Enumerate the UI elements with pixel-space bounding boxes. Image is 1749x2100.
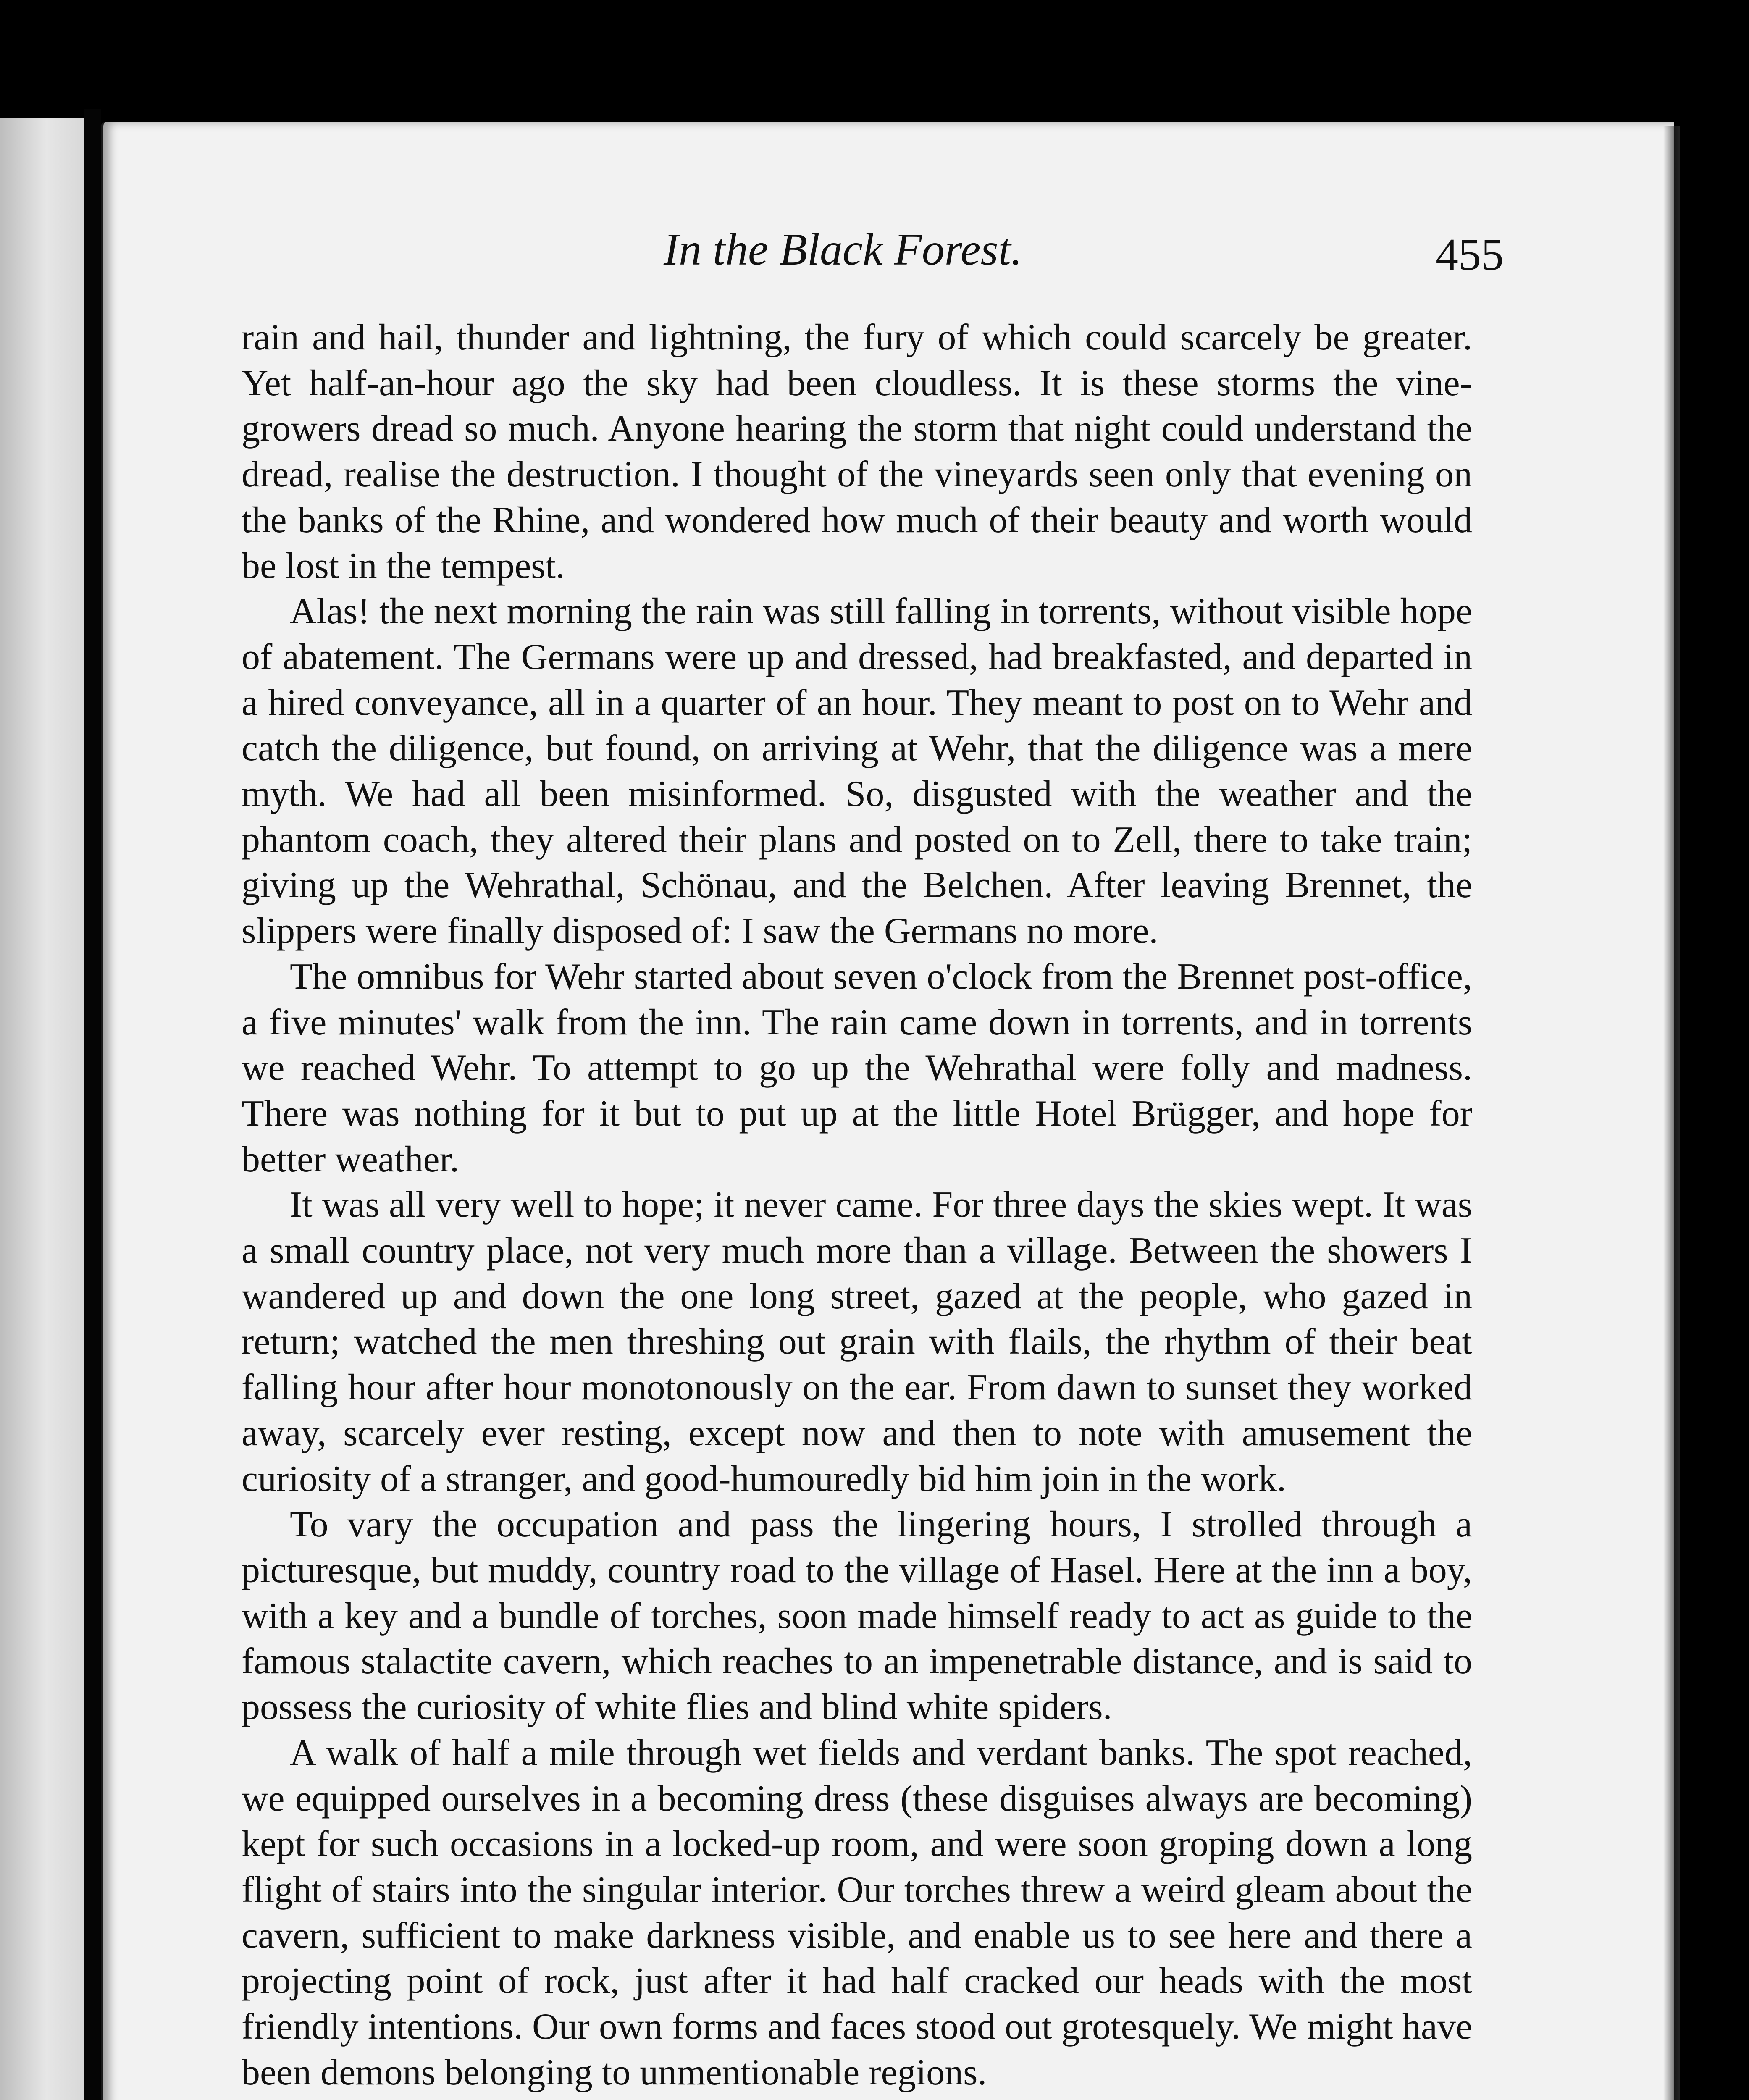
page-edge-shadow bbox=[1663, 126, 1680, 2100]
previous-page-edge bbox=[0, 118, 84, 2100]
paragraph-1: rain and hail, thunder and lightning, the fury of which could scarcely be greater. Yet half-an-hour ago the sky had been cloudless. It is these storms the vine-growers dread so much. Anyone hearing the storm that night could understand the dread, realise the destruction. I thought of the vineyards seen only that evening on the banks of the Rhine, and wondered how much of their beauty and worth would be lost in the tempest. bbox=[242, 317, 1472, 586]
paragraph-5: To vary the occupation and pass the lingering hours, I strolled through a picturesque, but muddy, country road to the village of Hasel. Here at the inn a boy, with a key and a bundle of torches, soon made himself ready to act as guide to the famous stalactite cavern, which reaches to an impenetrable distance, and is said to possess the curiosity of white flies and blind white spiders. bbox=[242, 1504, 1472, 1728]
paragraph-6: A walk of half a mile through wet fields and verdant banks. The spot reached, we equipped ourselves in a becoming dress (these disguises always are becoming) kept for such occasions in a locked-up room, and were soon groping down a long flight of stairs into the singular interior. Our torches threw a weird gleam about the cavern, sufficient to make darkness visible, and enable us to see here and there a projecting point of rock, just after it had half cracked our heads with the most friendly intentions. Our own forms and faces stood out grotesquely. We might have been demons belonging to unmentionable regions. bbox=[242, 1732, 1472, 2093]
body-text bbox=[242, 315, 1472, 2095]
running-title: In the Black Forest. bbox=[664, 225, 1022, 275]
page-number: 455 bbox=[1436, 230, 1504, 280]
page-header bbox=[664, 223, 1504, 280]
book-gutter bbox=[84, 109, 101, 2100]
paragraph-4: It was all very well to hope; it never came. For three days the skies wept. It was a small country place, not very much more than a village. Between the showers I wandered up and down the one long street, gazed at the people, who gazed in return; watched the men threshing out grain with flails, the rhythm of their beat falling hour after hour monotonously on the ear. From dawn to sunset they worked away, scarcely ever resting, except now and then to note with amusement the curiosity of a stranger, and good-humouredly bid him join in the work. bbox=[242, 1184, 1472, 1499]
paragraph-3: The omnibus for Wehr started about seven o'clock from the Brennet post-office, a five minutes' walk from the inn. The rain came down in torrents, and in torrents we reached Wehr. To attempt to go up the Wehrathal were folly and madness. There was nothing for it but to put up at the little Hotel Brügger, and hope for better weather. bbox=[242, 956, 1472, 1180]
paragraph-2: Alas! the next morning the rain was still falling in torrents, without visible hope of abatement. The Germans were up and dressed, had breakfasted, and departed in a hired conveyance, all in a quarter of an hour. They meant to post on to Wehr and catch the diligence, but found, on arriving at Wehr, that the diligence was a mere myth. We had all been misinformed. So, disgusted with the weather and the phantom coach, they altered their plans and posted on to Zell, there to take train; giving up the Wehrathal, Schönau, and the Belchen. After leaving Brennet, the slippers were finally disposed of: I saw the Germans no more. bbox=[242, 591, 1472, 952]
